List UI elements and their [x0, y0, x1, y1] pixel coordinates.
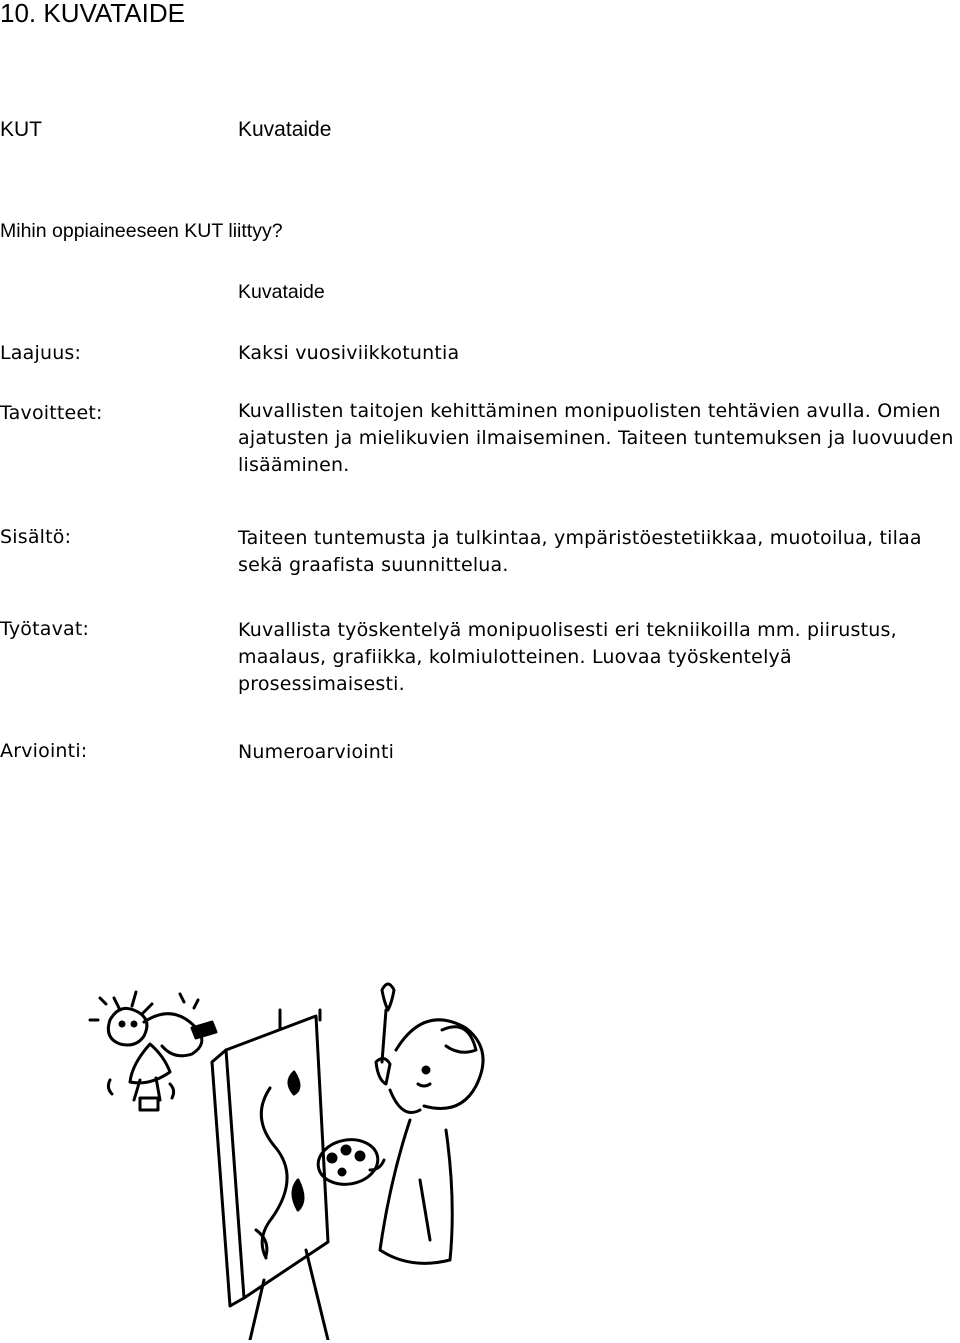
- field-label-methods: Työtavat:: [0, 618, 90, 640]
- painter-figure: [315, 984, 483, 1263]
- field-label-assessment: Arviointi:: [0, 740, 88, 762]
- field-value-methods: Kuvallista työskentelyä monipuolisesti eri tekniikoilla mm. piirustus, maalaus, grafiikka, kolmiulotteinen. Luovaa työskentelyä prosessimaisesti.: [238, 619, 897, 695]
- field-value-assessment: Numeroarviointi: [238, 741, 395, 763]
- field-value-goals: Kuvallisten taitojen kehittäminen monipuolisten tehtävien avulla. Omien ajatusten ja mielikuvien ilmaiseminen. Taiteen tuntemuksen ja luovuuden lisääminen.: [238, 400, 954, 476]
- course-name: Kuvataide: [238, 118, 332, 141]
- course-code: KUT: [0, 118, 42, 141]
- field-label-goals: Tavoitteet:: [0, 402, 103, 424]
- question-text: Mihin oppiaineeseen KUT liittyy?: [0, 220, 283, 242]
- field-label-content: Sisältö:: [0, 526, 72, 548]
- document-title: 10. KUVATAIDE: [0, 0, 185, 28]
- subject-answer: Kuvataide: [238, 281, 325, 303]
- easel-canvas: [212, 1010, 328, 1340]
- field-value-scope: Kaksi vuosiviikkotuntia: [238, 342, 460, 364]
- field-value-content: Taiteen tuntemusta ja tulkintaa, ympäristöestetiikkaa, muotoilua, tilaa sekä graafista suunnittelua.: [238, 527, 922, 576]
- field-label-scope: Laajuus:: [0, 342, 82, 364]
- flying-figure: [90, 992, 216, 1110]
- painter-illustration: [80, 980, 960, 1340]
